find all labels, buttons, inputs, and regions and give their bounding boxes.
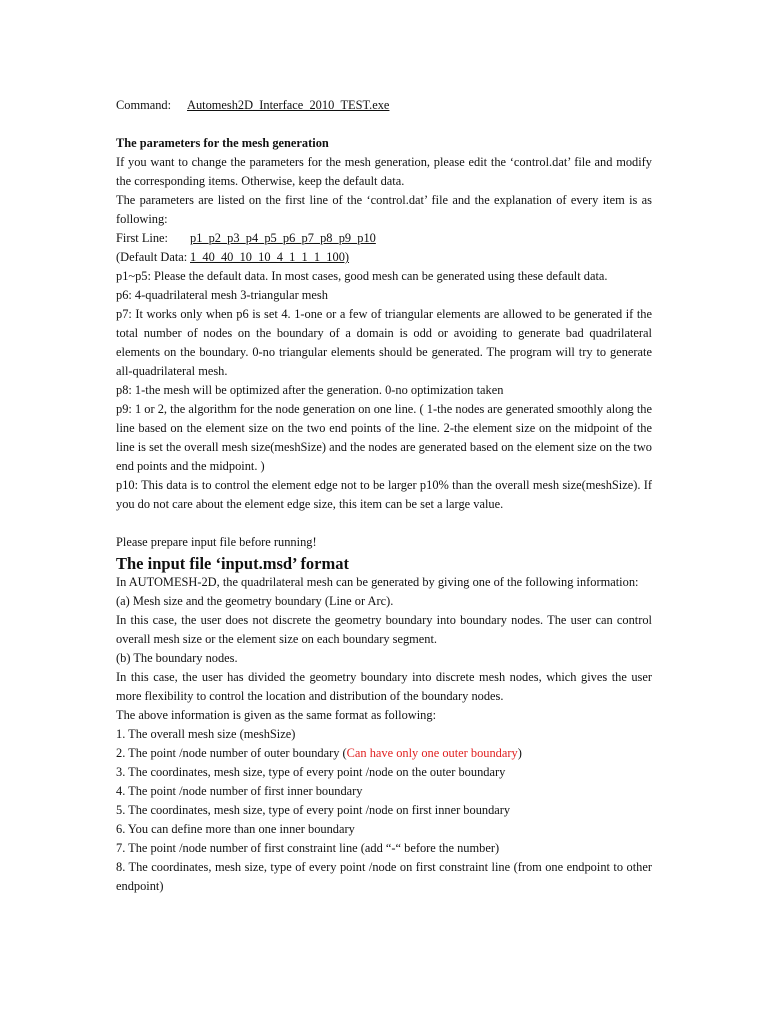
first-line-label: First Line: [116, 231, 168, 245]
format-item: 8. The coordinates, mesh size, type of every point /node on first constraint line (from one endpoint to other endpoint) [116, 860, 652, 893]
parameters-listed: The parameters are listed on the first line of the ‘control.dat’ file and the explanation of every item is as following: [116, 193, 652, 226]
option-a: (a) Mesh size and the geometry boundary (Line or Arc). [116, 594, 394, 608]
outer-boundary-warning: Can have only one outer boundary [346, 746, 518, 760]
parameters-heading: The parameters for the mesh generation [116, 136, 329, 150]
format-intro: The above information is given as the same format as following: [116, 708, 437, 722]
prepare-note: Please prepare input file before running! [116, 535, 317, 549]
param-p6: p6: 4-quadrilateral mesh 3-triangular mesh [116, 288, 328, 302]
command-label: Command: [116, 98, 172, 112]
format-item: 6. You can define more than one inner boundary [116, 822, 355, 836]
command-line [116, 96, 652, 115]
format-item: 5. The coordinates, mesh size, type of every point /node on first inner boundary [116, 803, 511, 817]
param-p8: p8: 1-the mesh will be optimized after the generation. 0-no optimization taken [116, 383, 504, 397]
format-item-text: 2. The point /node number of outer boundary ( [116, 746, 347, 760]
option-b-description: In this case, the user has divided the geometry boundary into discrete mesh nodes, which gives the user more flexibility to control the location and distribution of the boundary nodes. [116, 670, 652, 703]
param-p10: p10: This data is to control the element edge not to be larger p10% than the overall mesh size(meshSize). If you do not care about the element edge size, this item can be set a large value. [116, 478, 652, 511]
param-p7: p7: It works only when p6 is set 4. 1-one or a few of triangular elements are allowed to be generated if the total number of nodes on the boundary of a domain is odd or avoiding to generate bad quadrilateral elements on the boundary. 0-no triangular elements should be generated. The program will try to generate all-quadrilateral mesh. [116, 307, 652, 378]
default-data-row [116, 248, 652, 267]
param-p9: p9: 1 or 2, the algorithm for the node generation on one line. ( 1-the nodes are generated smoothly along the line based on the element size on the two end points of the line. 2-the element size on the midpoint of the line is set the overall mesh size(meshSize) and the nodes are generated based on the element size on the two end points and the midpoint. ) [116, 402, 652, 473]
format-item: 1. The overall mesh size (meshSize) [116, 727, 296, 741]
input-file-intro: In AUTOMESH-2D, the quadrilateral mesh can be generated by giving one of the following information: [116, 575, 639, 589]
format-item: 4. The point /node number of first inner boundary [116, 784, 363, 798]
param-p1-p5: p1~p5: Please the default data. In most cases, good mesh can be generated using these default data. [116, 269, 608, 283]
document-body [116, 96, 652, 896]
default-data-value: 1_40_40_10_10_4_1_1_1_100) [190, 250, 350, 264]
parameters-intro: If you want to change the parameters for the mesh generation, please edit the ‘control.dat’ file and modify the corresponding items. Otherwise, keep the default data. [116, 155, 652, 188]
default-data-label: (Default Data: [116, 250, 188, 264]
first-line-value: p1_p2_p3_p4_p5_p6_p7_p8_p9_p10 [190, 231, 376, 245]
format-item: 7. The point /node number of first constraint line (add “-“ before the number) [116, 841, 500, 855]
format-item [116, 744, 652, 763]
command-value: Automesh2D_Interface_2010_TEST.exe [187, 98, 390, 112]
option-a-description: In this case, the user does not discrete the geometry boundary into boundary nodes. The user can control overall mesh size or the element size on each boundary segment. [116, 613, 652, 646]
option-b: (b) The boundary nodes. [116, 651, 238, 665]
format-item: 3. The coordinates, mesh size, type of every point /node on the outer boundary [116, 765, 506, 779]
format-item-close: ) [517, 746, 522, 760]
input-file-heading: The input file ‘input.msd’ format [116, 554, 349, 573]
first-line-row [116, 229, 652, 248]
